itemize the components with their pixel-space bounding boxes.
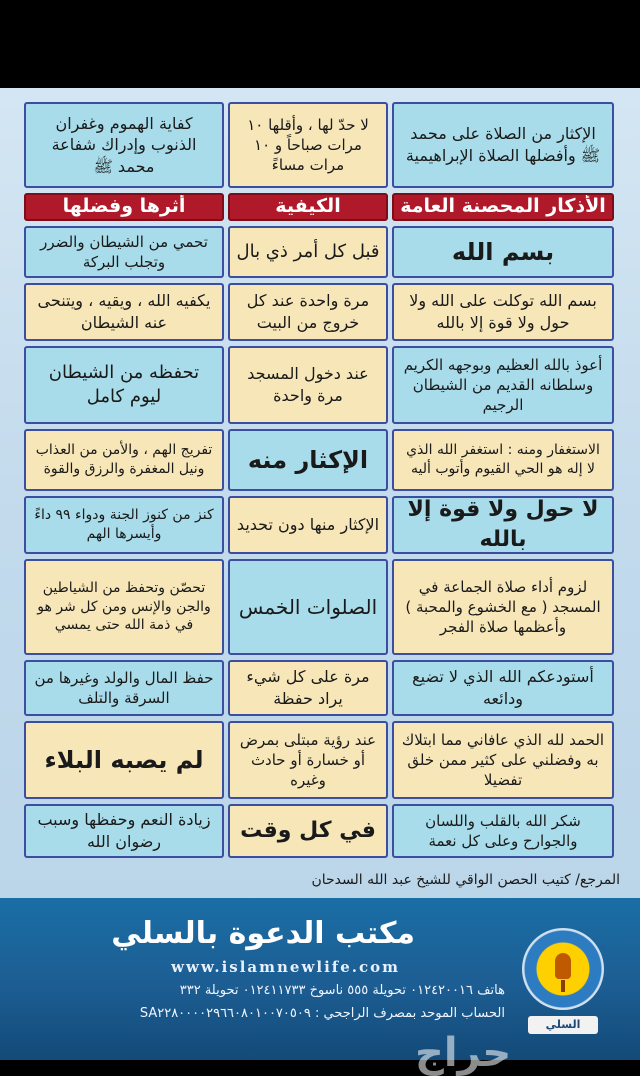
table-row <box>24 346 614 424</box>
dhikr-cell: بسم الله <box>392 226 614 278</box>
virtue-cell: حفظ المال والولد وغيرها من السرقة والتلف <box>24 660 224 716</box>
haraj-watermark: حراج <box>415 1030 512 1076</box>
table-row <box>24 226 614 278</box>
method-cell: مرة واحدة عند كل خروج من البيت <box>228 283 388 341</box>
phone-numbers: هاتف ٠١٢٤٢٠٠١٦ تحويلة ٥٥٥ ناسوخ ٠١٢٤١١٧٣٣ تحويلة ٣٣٢ <box>179 983 505 998</box>
virtue-cell: كفاية الهموم وغفران الذنوب وإدراك شفاعة محمد ﷺ <box>24 102 224 188</box>
virtue-cell: زيادة النعم وحفظها وسبب رضوان الله <box>24 804 224 858</box>
method-cell: قبل كل أمر ذي بال <box>228 226 388 278</box>
column-header-method: الكيفية <box>228 193 388 221</box>
microphone-stand <box>561 980 565 992</box>
table-row <box>24 559 614 655</box>
method-cell: عند رؤية مبتلى بمرض أو خسارة أو حادث وغيره <box>228 721 388 799</box>
virtue-cell: تفريج الهم ، والأمن من العذاب ونيل المغفرة والرزق والقوة <box>24 429 224 491</box>
dhikr-cell: بسم الله توكلت على الله ولا حول ولا قوة إلا بالله <box>392 283 614 341</box>
dhikr-cell: لزوم أداء صلاة الجماعة في المسجد ( مع الخشوع والمحبة ) وأعظمها صلاة الفجر <box>392 559 614 655</box>
dhikr-poster <box>0 88 640 1060</box>
column-header-dhikr: الأذكار المحصنة العامة <box>392 193 614 221</box>
table-row <box>24 283 614 341</box>
table-row <box>24 102 614 188</box>
virtue-cell: تحمي من الشيطان والضرر وتجلب البركة <box>24 226 224 278</box>
dhikr-cell: شكر الله بالقلب واللسان والجوارح وعلى كل نعمة <box>392 804 614 858</box>
table-row <box>24 721 614 799</box>
footer-banner <box>0 898 640 1060</box>
column-header-virtue: أثرها وفضلها <box>24 193 224 221</box>
reference-note: المرجع/ كتيب الحصن الواقي للشيخ عبد الله السدحان <box>311 872 620 888</box>
table-row <box>24 429 614 491</box>
office-title: مكتب الدعوة بالسلي <box>111 916 415 951</box>
virtue-cell: تحفظه من الشيطان ليوم كامل <box>24 346 224 424</box>
virtue-cell: يكفيه الله ، ويقيه ، ويتنحى عنه الشيطان <box>24 283 224 341</box>
microphone-icon <box>555 953 571 979</box>
virtue-cell: لم يصبه البلاء <box>24 721 224 799</box>
bank-account: الحساب الموحد بمصرف الراجحي : SA٢٢٨٠٠٠٠٢٩٦٦٠٨٠١٠٠٧٠٥٠٩ <box>139 1006 505 1021</box>
method-cell: الإكثار منها دون تحديد <box>228 496 388 554</box>
method-cell: الإكثار منه <box>228 429 388 491</box>
dhikr-cell: لا حول ولا قوة إلا بالله <box>392 496 614 554</box>
table-row <box>24 660 614 716</box>
dhikr-cell: الإكثار من الصلاة على محمد ﷺ وأفضلها الصلاة الإبراهيمية <box>392 102 614 188</box>
table-header-row <box>24 193 614 221</box>
method-cell: لا حدّ لها ، وأقلها ١٠ مرات صباحاً و ١٠ مرات مساءً <box>228 102 388 188</box>
method-cell: مرة على كل شيء يراد حفظة <box>228 660 388 716</box>
virtue-cell: تحصّن وتحفظ من الشياطين والجن والإنس ومن كل شر هو في ذمة الله حتى يمسي <box>24 559 224 655</box>
logo-label: السلي <box>528 1016 598 1034</box>
dhikr-table <box>24 102 614 863</box>
dhikr-cell: الحمد لله الذي عافاني مما ابتلاك به وفضلني على كثير ممن خلق تفضيلا <box>392 721 614 799</box>
dhikr-cell: أعوذ بالله العظيم وبوجهه الكريم وسلطانه القديم من الشيطان الرجيم <box>392 346 614 424</box>
website-link[interactable]: www.islamnewlife.com <box>171 958 400 976</box>
dhikr-cell: أستودعكم الله الذي لا تضيع ودائعه <box>392 660 614 716</box>
method-cell: عند دخول المسجد مرة واحدة <box>228 346 388 424</box>
virtue-cell: كنز من كنوز الجنة ودواء ٩٩ داءً وأيسرها الهم <box>24 496 224 554</box>
method-cell: الصلوات الخمس <box>228 559 388 655</box>
dhikr-cell: الاستغفار ومنه : استغفر الله الذي لا إله هو الحي القيوم وأتوب أليه <box>392 429 614 491</box>
table-row <box>24 804 614 858</box>
table-row <box>24 496 614 554</box>
method-cell: في كل وقت <box>228 804 388 858</box>
